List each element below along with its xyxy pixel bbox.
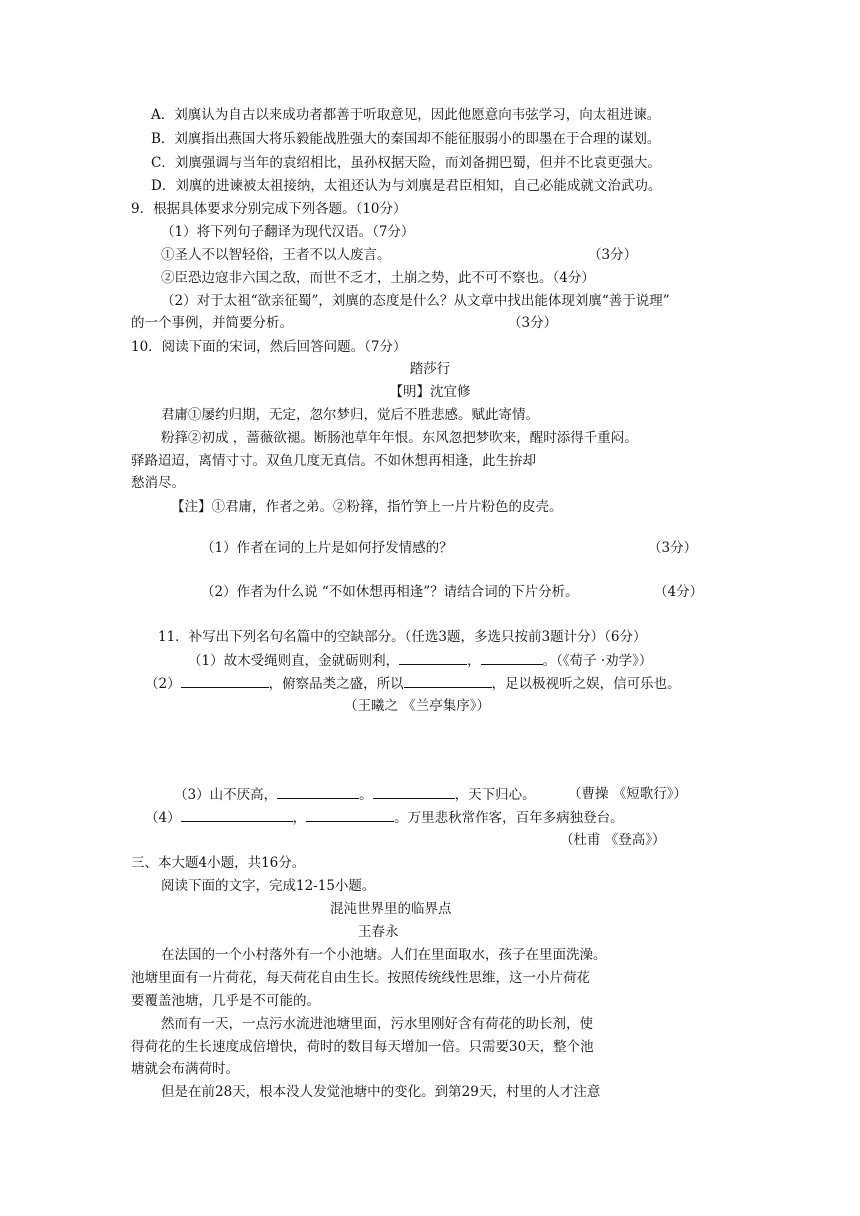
q11-item1: [188, 650, 652, 671]
q11-item4-text: 。万里悲秋常作客，百年多病独登台。: [394, 810, 624, 826]
q9-sentence2: ②臣恐边寇非六国之敌，而世不乏才，土崩之势，此不可不察也。（4分）: [161, 270, 595, 286]
q11-item3-blank1[interactable]: [277, 784, 359, 799]
q11-item1-blank2[interactable]: [481, 650, 543, 665]
q11-item4: [145, 807, 624, 828]
q11-item3-sep: 。: [359, 787, 373, 803]
q11-item3-blank2[interactable]: [373, 784, 455, 799]
q10-sub1-score: （3分）: [648, 540, 698, 556]
article-p2-line2: 得荷花的生长速度成倍增快，荷时的数目每天增加一倍。只需要30天，整个池: [131, 1039, 594, 1055]
q10-sub2: （2）作者为什么说 “不如休想再相逢”？请结合词的下片分析。: [201, 584, 579, 600]
q9-stem: 9．根据具体要求分别完成下列各题。（10分）: [131, 201, 407, 217]
q11-item1-text: （1）故木受绳则直，金就砺则利，: [188, 653, 400, 669]
section3-header: 三、本大题4小题，共16分。: [131, 855, 306, 871]
q11-item4-sep: ，: [292, 810, 307, 826]
q11-item2-text2: ，足以极视听之娱，信可乐也。: [491, 676, 681, 692]
q8-option-b: B．刘廙指出燕国大将乐毅能战胜强大的秦国却不能征服弱小的即墨在于合理的谋划。: [151, 131, 661, 147]
article-p2-line1: 然而有一天，一点污水流进池塘里面，污水里刚好含有荷花的助长剂，使: [161, 1016, 593, 1032]
poem-preface: 君庸①屡约归期，无定，忽尔梦归，觉后不胜悲感。赋此寄情。: [161, 407, 539, 423]
q10-stem: 10．阅读下面的宋词，然后回答问题。（7分）: [131, 339, 407, 355]
q11-item3-source: （曹操 《短歌行》）: [568, 786, 688, 802]
section3-intro: 阅读下面的文字，完成12-15小题。: [161, 878, 376, 894]
q11-item2-number: （2）: [145, 676, 181, 692]
poem-line3: 愁消尽。: [131, 475, 185, 491]
article-p3-line1: 但是在前28天，根本没人发觉池塘中的变化。到第29天，村里的人才注意: [161, 1084, 601, 1100]
q11-item4-blank2[interactable]: [306, 807, 394, 822]
q11-item4-blank1[interactable]: [181, 807, 293, 822]
q11-item3-text2: ，天下归心。: [454, 787, 536, 803]
poem-author: 【明】沈宜修: [389, 384, 471, 400]
q11-item1-blank1[interactable]: [399, 650, 467, 665]
q11-item2-blank1[interactable]: [181, 673, 269, 688]
q11-item1-sep: ，: [467, 653, 481, 669]
poem-line1: 粉箨②初成 ，蔷薇欲褪。断肠池草年年恨。东风忽把梦吹来，醒时添得千重闷。: [161, 430, 638, 446]
q11-item2-blank2[interactable]: [404, 673, 492, 688]
article-p1-line3: 要覆盖池塘，几乎是不可能的。: [131, 993, 320, 1009]
poem-title: 踏莎行: [409, 361, 451, 377]
q11-item3: [174, 784, 536, 805]
q8-option-a: A．刘廙认为自古以来成功者都善于听取意见，因此他愿意向韦弦学习，向太祖进谏。: [151, 107, 661, 123]
q11-item2-source: （王曦之 《兰亭集序》）: [344, 698, 491, 714]
q8-option-c: C．刘廙强调与当年的袁绍相比，虽孙权据天险，而刘备拥巴蜀，但并不比袁更强大。: [151, 155, 661, 171]
q11-item4-number: （4）: [145, 810, 181, 826]
article-p2-line3: 塘就会布满荷时。: [131, 1061, 239, 1077]
q9-sentence1-score: （3分）: [588, 247, 638, 263]
q9-part2-line1: （2）对于太祖“欲亲征蜀”，刘廙的态度是什么？从文章中找出能体现刘廙“善于说理”: [161, 293, 670, 309]
q11-item3-text: （3）山不厌高，: [174, 787, 278, 803]
q9-sentence1: ①圣人不以智轻俗，王者不以人废言。: [161, 247, 391, 263]
poem-note: 【注】①君庸，作者之弟。②粉箨，指竹笋上一片片粉色的皮壳。: [171, 499, 563, 515]
q11-stem: 11．补写出下列名句名篇中的空缺部分。（任选3题，多选只按前3题计分）（6分）: [158, 629, 647, 645]
article-author: 王春永: [358, 924, 399, 940]
q11-item1-source: 。（《荀子 ·劝学》）: [542, 653, 653, 669]
article-title: 混沌世界里的临界点: [330, 901, 452, 917]
article-p1-line1: 在法国的一个小村落外有一个小池塘。人们在里面取水，孩子在里面洗澡。: [161, 947, 607, 963]
q8-option-d: D．刘廙的进谏被太祖接纳，太祖还认为与刘廙是君臣相知，自己必能成就文治武功。: [151, 178, 662, 194]
q9-part2-score: （3分）: [508, 315, 558, 331]
q11-item2: [145, 673, 681, 694]
q10-sub2-score: （4分）: [654, 584, 704, 600]
q11-item2-text1: ，俯察品类之盛，所以: [268, 676, 404, 692]
q9-part2-line2: 的一个事例，并简要分析。: [131, 315, 293, 331]
poem-line2: 驿路迢迢，离情寸寸。双鱼几度无真信。不如休想再相逢，此生拚却: [131, 453, 536, 469]
q10-sub1: （1）作者在词的上片是如何抒发情感的？: [201, 540, 453, 556]
article-p1-line2: 池塘里面有一片荷花，每天荷花自由生长。按照传统线性思维，这一小片荷花: [131, 970, 590, 986]
q11-item4-source: （杜甫 《登高》）: [560, 832, 666, 848]
q9-part1: （1）将下列句子翻译为现代汉语。（7分）: [161, 224, 415, 240]
